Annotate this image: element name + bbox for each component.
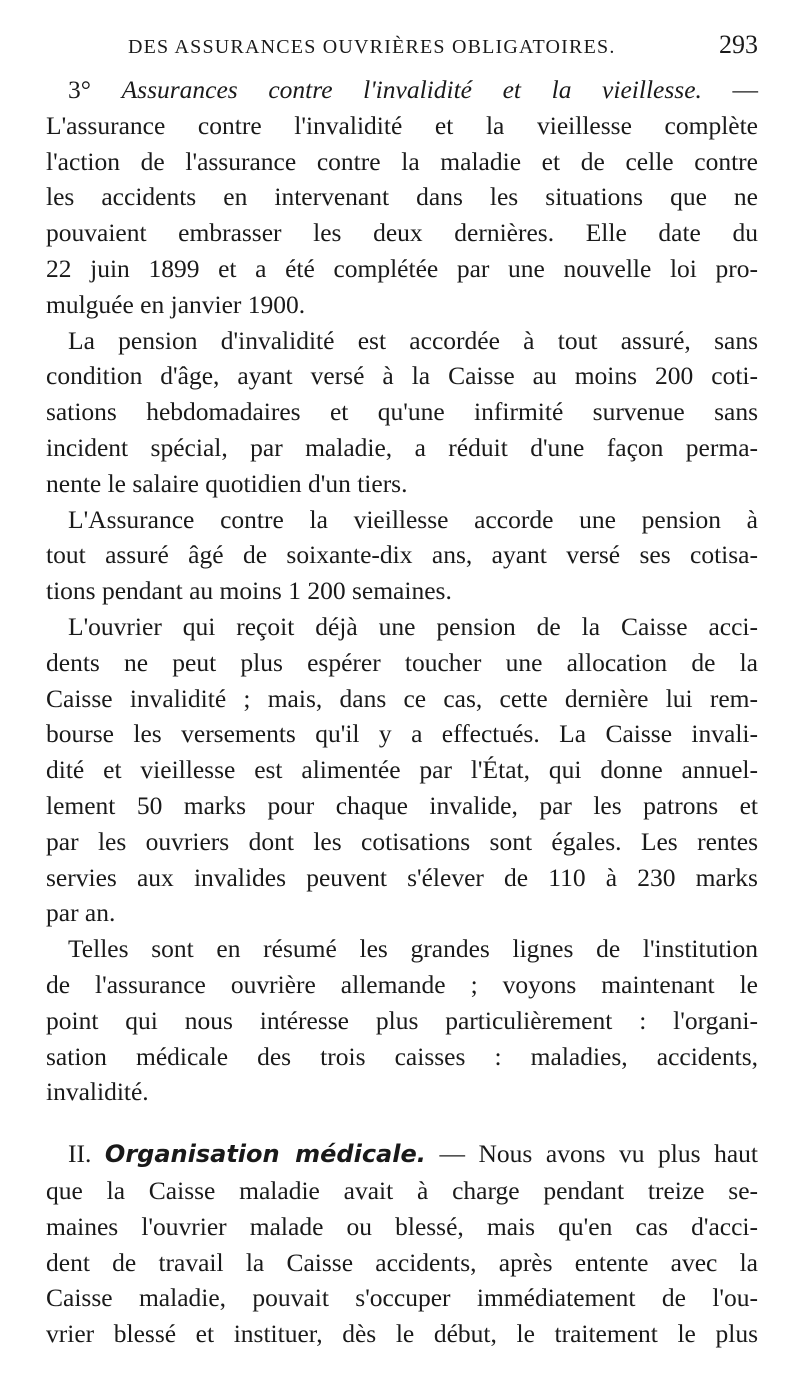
text-line: les accidents en intervenant dans les situations que ne: [46, 182, 758, 212]
text-line: Caisse invalidité ; mais, dans ce cas, cette dernière lui rem-: [46, 683, 758, 713]
text-line: Caisse maladie, pouvait s'occuper immédiatement de l'ou-: [46, 1283, 758, 1313]
text-line: Telles sont en résumé les grandes lignes de l'institution: [68, 934, 758, 964]
section-number: II.: [68, 1139, 92, 1169]
text-line: l'action de l'assurance contre la maladie et de celle contre: [46, 146, 758, 176]
text-line: de l'assurance ouvrière allemande ; voyons maintenant le: [46, 969, 758, 999]
text-line: 22 juin 1899 et a été complétée par une nouvelle loi pro-: [46, 253, 758, 283]
text-line: incident spécial, par maladie, a réduit d'une façon perma-: [46, 432, 758, 462]
text-line: sations hebdomadaires et qu'une infirmité survenue sans: [46, 397, 758, 427]
section-heading-3: [46, 72, 758, 108]
text-line: que la Caisse maladie avait à charge pendant treize se-: [46, 1175, 758, 1205]
text-line: nente le salaire quotidien d'un tiers.: [46, 468, 408, 498]
text-line: La pension d'invalidité est accordée à tout assuré, sans: [68, 325, 758, 355]
text-line: lement 50 marks pour chaque invalide, par les patrons et: [46, 790, 758, 820]
heading-dash: —: [732, 75, 758, 104]
heading-number: 3°: [68, 75, 91, 104]
text-line: par an.: [46, 898, 116, 928]
text-line: dent de travail la Caisse accidents, après entente avec la: [46, 1247, 758, 1277]
page-number: 293: [719, 30, 758, 59]
text-line: servies aux invalides peuvent s'élever de 110 à 230 marks: [46, 862, 758, 892]
text-line: tout assuré âgé de soixante-dix ans, ayant versé ses cotisa-: [46, 540, 758, 570]
text-line: sation médicale des trois caisses : maladies, accidents,: [46, 1041, 758, 1071]
text-line: pouvaient embrasser les deux dernières. Elle date du: [46, 218, 758, 248]
text-line: dité et vieillesse est alimentée par l'État, qui donne annuel-: [46, 755, 758, 785]
text-line: L'ouvrier qui reçoit déjà une pension de la Caisse acci-: [68, 611, 758, 641]
text-line: bourse les versements qu'il y a effectués. La Caisse invali-: [46, 719, 758, 749]
section-first-line-text: Nous avons vu plus haut: [478, 1139, 758, 1169]
section-title: Organisation médicale.: [104, 1140, 426, 1169]
text-line: tions pendant au moins 1 200 semaines.: [46, 576, 452, 606]
section-dash: —: [439, 1139, 465, 1169]
heading-title: Assurances contre l'invalidité et la vieillesse.: [121, 75, 702, 104]
section-heading-2: [46, 1136, 758, 1173]
text-line: maines l'ouvrier malade ou blessé, mais qu'en cas d'acci-: [46, 1211, 758, 1241]
text-line: point qui nous intéresse plus particulièrement : l'organi-: [46, 1005, 758, 1035]
text-line: L'Assurance contre la vieillesse accorde une pension à: [68, 504, 758, 534]
page-header: [128, 30, 758, 60]
section-spacer: [46, 1110, 758, 1136]
text-line: dents ne peut plus espérer toucher une allocation de la: [46, 647, 758, 677]
text-line: par les ouvriers dont les cotisations sont égales. Les rentes: [46, 826, 758, 856]
text-line: L'assurance contre l'invalidité et la vieillesse complète: [46, 110, 758, 140]
running-title: DES ASSURANCES OUVRIÈRES OBLIGATOIRES.: [128, 36, 616, 58]
text-line: mulguée en janvier 1900.: [46, 289, 306, 319]
text-line: vrier blessé et instituer, dès le début, le traitement le plus: [46, 1319, 758, 1349]
text-line: invalidité.: [46, 1077, 149, 1107]
body-text: [46, 72, 758, 1352]
text-line: condition d'âge, ayant versé à la Caisse au moins 200 coti-: [46, 361, 758, 391]
